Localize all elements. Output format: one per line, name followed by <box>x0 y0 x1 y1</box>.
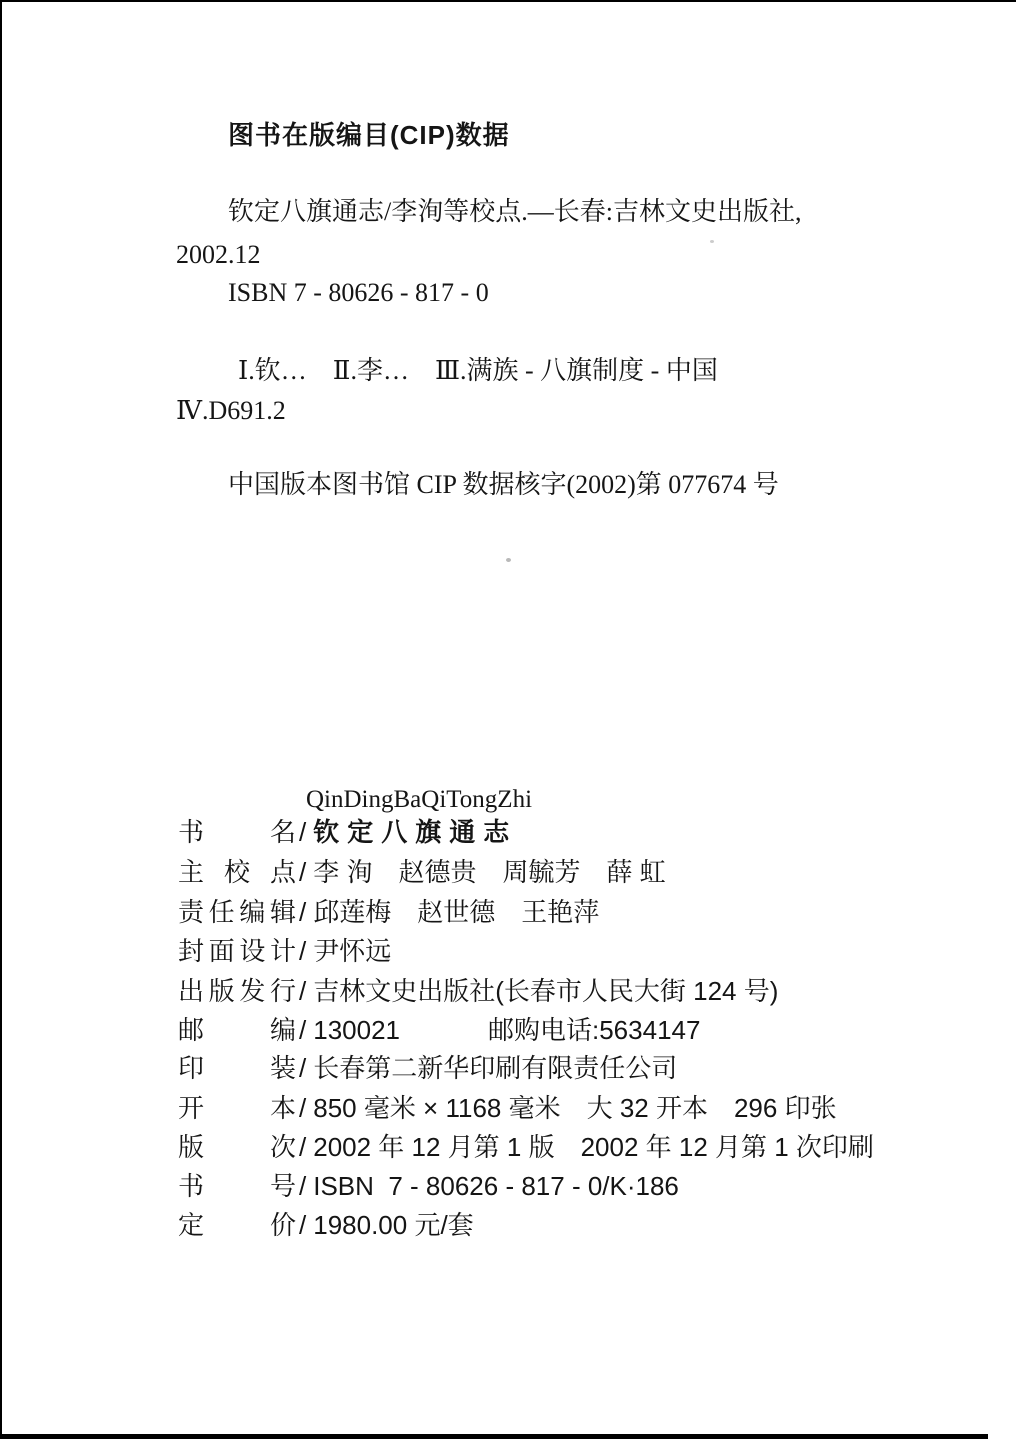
row-separator: / <box>299 936 307 966</box>
row-label-edition: 版次 <box>178 1132 296 1162</box>
cip-entry-line1: 钦定八旗通志/李洵等校点.—长春:吉林文史出版社, <box>228 197 802 226</box>
row-value-postal-code: 130021 <box>313 1015 400 1045</box>
row-separator: / <box>299 976 307 1006</box>
colophon-row-cover-designer <box>178 937 391 967</box>
colophon-row-book-title <box>178 818 517 848</box>
row-label-format: 开本 <box>178 1093 296 1123</box>
cip-isbn: ISBN 7 - 80626 - 817 - 0 <box>228 278 489 307</box>
cip-entry-line2: 2002.12 <box>176 240 261 269</box>
cip-record-number: 中国版本图书馆 CIP 数据核字(2002)第 077674 号 <box>228 470 779 499</box>
row-value-printer: 长春第二新华印刷有限责任公司 <box>313 1053 678 1083</box>
row-value-publisher: 吉林文史出版社(长春市人民大街 124 号) <box>313 976 779 1006</box>
scan-edge-left <box>0 0 2 1439</box>
romanized-title: QinDingBaQiTongZhi <box>306 786 533 813</box>
cip-header: 图书在版编目(CIP)数据 <box>228 120 510 150</box>
colophon-row-edition <box>178 1133 874 1163</box>
row-separator: / <box>299 897 307 927</box>
row-label-cover-designer: 封面设计 <box>178 936 296 966</box>
row-label-book-title: 书名 <box>178 817 296 847</box>
colophon-row-publisher <box>178 977 778 1007</box>
row-label-postal-code: 邮编 <box>178 1015 296 1045</box>
row-separator: / <box>299 817 307 847</box>
row-value-mail-order-phone: 邮购电话:5634147 <box>488 1015 701 1045</box>
scan-edge-bottom <box>0 1434 988 1439</box>
row-label-book-number: 书号 <box>178 1171 296 1201</box>
row-label-executive-editors: 责任编辑 <box>178 897 296 927</box>
row-separator: / <box>299 1053 307 1083</box>
colophon-row-price <box>178 1211 474 1241</box>
row-label-price: 定价 <box>178 1210 296 1240</box>
scan-edge-top <box>0 0 1016 2</box>
colophon-row-printer <box>178 1054 677 1084</box>
row-separator: / <box>299 1171 307 1201</box>
row-separator: / <box>299 1210 307 1240</box>
row-value-book-number: ISBN 7 - 80626 - 817 - 0/K·186 <box>313 1171 679 1201</box>
row-label-publisher: 出版发行 <box>178 976 296 1006</box>
row-value-cover-designer: 尹怀远 <box>313 936 392 966</box>
row-label-chief-collators: 主校点 <box>178 857 296 887</box>
colophon-row-executive-editors <box>178 898 599 928</box>
colophon-row-postal-code <box>178 1016 700 1046</box>
scan-speckle <box>506 558 511 562</box>
colophon-row-chief-collators <box>178 858 666 888</box>
cip-classification-line2: Ⅳ.D691.2 <box>176 396 286 425</box>
row-value-format: 850 毫米 × 1168 毫米 大 32 开本 296 印张 <box>313 1093 837 1123</box>
row-value-chief-collators: 李 洵 赵德贵 周毓芳 薛 虹 <box>313 857 666 887</box>
row-separator: / <box>299 857 307 887</box>
row-label-printer: 印装 <box>178 1053 296 1083</box>
colophon-row-book-number <box>178 1172 679 1202</box>
row-value-executive-editors: 邱莲梅 赵世德 王艳萍 <box>313 897 600 927</box>
row-value-book-title: 钦定八旗通志 <box>313 817 518 847</box>
row-value-price: 1980.00 元/套 <box>313 1210 474 1240</box>
colophon-row-format <box>178 1094 837 1124</box>
scan-speckle <box>710 240 714 243</box>
cip-classification-line1: Ⅰ.钦… Ⅱ.李… Ⅲ.满族 - 八旗制度 - 中国 <box>238 356 718 385</box>
row-separator: / <box>299 1093 307 1123</box>
row-separator: / <box>299 1132 307 1162</box>
row-separator: / <box>299 1015 307 1045</box>
row-value-edition: 2002 年 12 月第 1 版 2002 年 12 月第 1 次印刷 <box>313 1132 874 1162</box>
